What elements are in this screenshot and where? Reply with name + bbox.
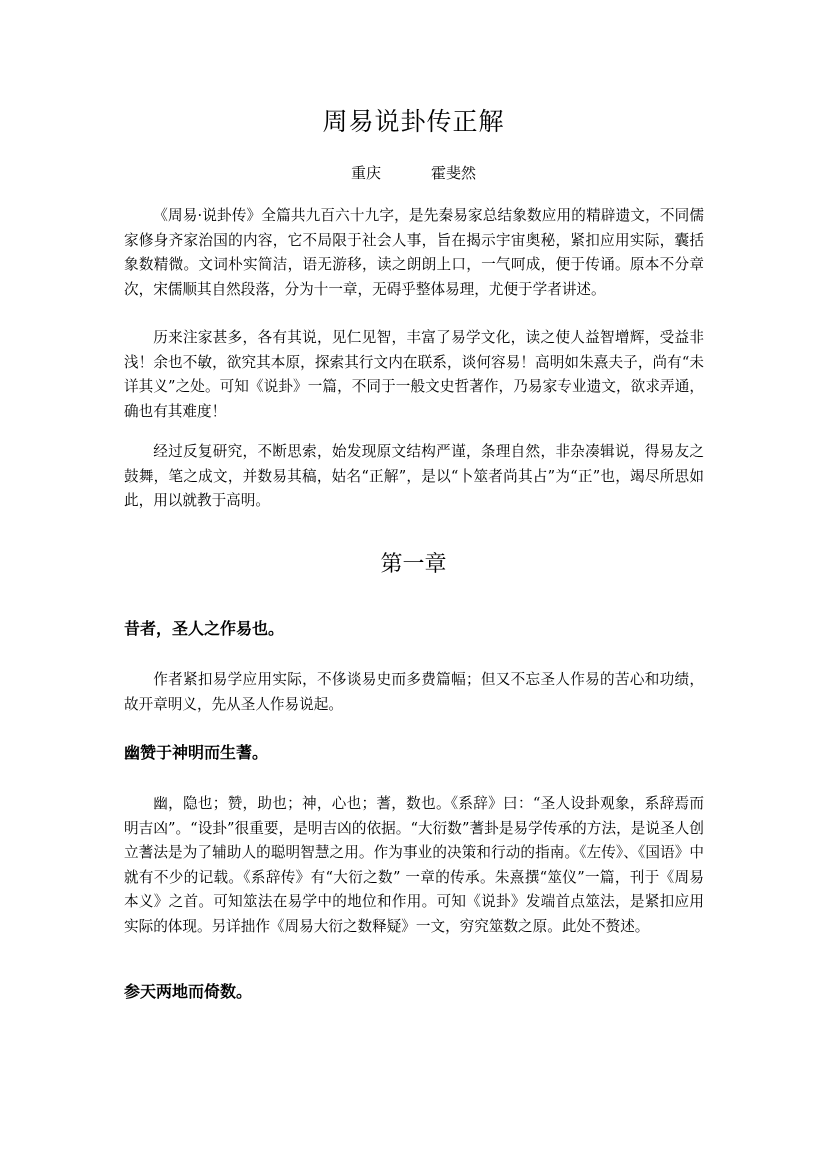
author-name: 霍斐然: [431, 164, 477, 182]
commentary-2: 幽，隐也；赞，助也；神，心也；蓍，数也。《系辞》曰：“圣人设卦观象，系辞焉而明吉凶”。“设卦”很重要，是明吉凶的依据。“大衍数”蓍卦是易学传承的方法，是说圣人创立蓍法是为了辅助人的聪明智慧之用。作为事业的决策和行动的指南。《左传》、《国语》中就有不少的记载。《系辞传》有“大衍之数” 一章的传承。朱熹撰“筮仪”一篇，刊于《周易本义》之首。可知筮法在易学中的地位和作用。可知《说卦》发端首点筮法，是紧扣应用实际的体现。另详拙作《周易大衍之数释疑》一文，穷究筮数之原。此处不赘述。: [124, 795, 704, 935]
verse-2: 幽赞于神明而生蓍。: [124, 743, 269, 762]
author-location: 重庆: [350, 164, 381, 182]
intro-paragraph-3: 经过反复研究，不断思索，始发现原文结构严谨，条理自然，非杂凑辑说，得易友之鼓舞，笔之成文，并数易其稿，姑名“正解”，是以“卜筮者尚其占”为“正”也，竭尽所思如此，用以就教于高明。: [124, 443, 704, 509]
verse-3: 参天两地而倚数。: [124, 982, 253, 1001]
intro-paragraph-2: 历来注家甚多，各有其说，见仁见智，丰富了易学文化，读之使人益智增辉，受益非浅！余也不敏，欲究其本原，探索其行文内在联系，谈何容易！高明如朱熹夫子，尚有“未详其义”之处。可知《说卦》一篇，不同于一般文史哲著作，乃易家专业遗文，欲求弄通，确也有其难度！: [124, 329, 704, 420]
chapter-heading: 第一章: [380, 552, 447, 577]
author-byline: [0, 162, 827, 184]
verse-1: 昔者，圣人之作易也。: [124, 619, 285, 638]
intro-paragraph-1: 《周易·说卦传》全篇共九百六十九字，是先秦易家总结象数应用的精辟遗文，不同儒家修身齐家治国的内容，它不局限于社会人事，旨在揭示宇宙奥秘，紧扣应用实际，囊括象数精微。文词朴实简洁，语无游移，读之朗朗上口，一气呵成，便于传诵。原本不分章次，宋儒顺其自然段落，分为十一章，无碍乎整体易理，尤便于学者讲述。: [124, 207, 704, 298]
document-title: 周易说卦传正解: [322, 107, 505, 136]
commentary-1: 作者紧扣易学应用实际，不侈谈易史而多费篇幅；但又不忘圣人作易的苦心和功绩，故开章明义，先从圣人作易说起。: [124, 671, 704, 713]
